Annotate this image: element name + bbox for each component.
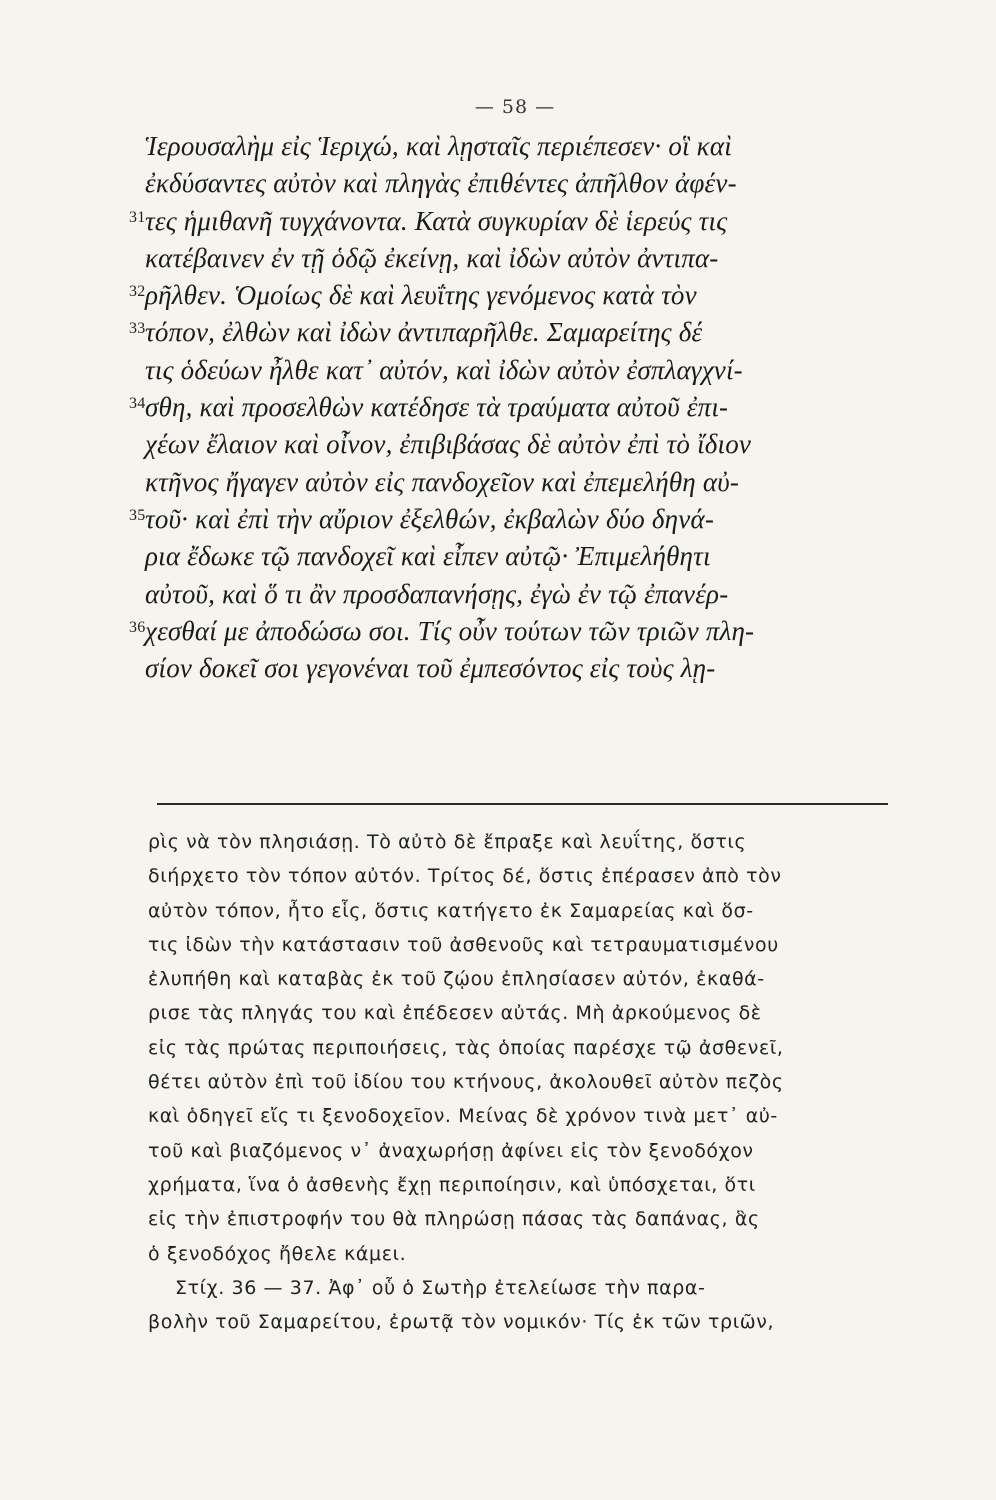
verse-text: ἐκδύσαντες αὐτὸν καὶ πληγὰς ἐπιθέντες ἀπῆλθον ἀφέν- [145, 168, 737, 199]
verse-line [129, 277, 905, 314]
verse-line [129, 613, 905, 650]
verse-text: αὐτοῦ, καὶ ὅ τι ἂν προσδαπανήσῃς, ἐγὼ ἐν τῷ ἐπανέρ- [145, 578, 729, 609]
commentary-line: τοῦ καὶ βιαζόμενος ν᾽ ἀναχωρήσῃ ἀφίνει εἰς τὸν ξενοδόχον [148, 1139, 754, 1162]
verse-number: 31 [129, 208, 146, 226]
verse-text: κατέβαινεν ἐν τῇ ὁδῷ ἐκείνῃ, καὶ ἰδὼν αὐτὸν ἀντιπα- [145, 242, 719, 273]
verse-line [145, 128, 905, 165]
verse-text: ρῆλθεν. Ὁμοίως δὲ καὶ λευΐτης γενόμενος κατὰ τὸν [145, 280, 697, 311]
verse-text: κτῆνος ἤγαγεν αὐτὸν εἰς πανδοχεῖον καὶ ἐπεμελήθη αὐ- [145, 466, 740, 497]
verse-text: σθη, καὶ προσελθὼν κατέδησε τὰ τραύματα αὐτοῦ ἐπι- [145, 392, 729, 423]
verse-line [145, 464, 905, 501]
commentary-line: τις ἰδὼν τὴν κατάστασιν τοῦ ἀσθενοῦς καὶ τετραυματισμένου [148, 933, 779, 956]
commentary-line: θέτει αὐτὸν ἐπὶ τοῦ ἰδίου του κτήνους, ἀκολουθεῖ αὐτὸν πεζὸς [148, 1071, 784, 1094]
verse-line [145, 538, 905, 575]
verse-number: 36 [129, 618, 146, 636]
verse-text: ρια ἔδωκε τῷ πανδοχεῖ καὶ εἶπεν αὐτῷ· Ἐπιμελήθητι [145, 541, 711, 572]
commentary-line: διήρχετο τὸν τόπον αὐτόν. Τρίτος δέ, ὅστις ἐπέρασεν ἀπὸ τὸν [148, 865, 782, 888]
verse-text: τόπον, ἐλθὼν καὶ ἰδὼν ἀντιπαρῆλθε. Σαμαρείτης δέ [145, 317, 703, 348]
commentary-line: αὐτὸν τόπον, ἦτο εἷς, ὅστις κατήγετο ἐκ Σαμαρείας καὶ ὅσ- [148, 899, 754, 922]
verse-line [145, 576, 905, 613]
verse-line [145, 352, 905, 389]
commentary-line: βολὴν τοῦ Σαμαρείτου, ἐρωτᾷ τὸν νομικόν· Τίς ἐκ τῶν τριῶν, [148, 1311, 775, 1334]
verse-line [129, 314, 905, 351]
verse-line [129, 203, 905, 240]
verse-number: 35 [129, 506, 146, 524]
commentary-text [148, 825, 908, 1339]
commentary-line: ὁ ξενοδόχος ἤθελε κάμει. [148, 1242, 407, 1265]
commentary-line: εἰς τὰς πρώτας περιποιήσεις, τὰς ὁποίας παρέσχε τῷ ἀσθενεῖ, [148, 1036, 784, 1059]
verse-line [145, 426, 905, 463]
page-number: — 58 — [474, 96, 556, 118]
verse-text: τοῦ· καὶ ἐπὶ τὴν αὔριον ἐξελθών, ἐκβαλὼν δύο δηνά- [145, 503, 715, 534]
verse-line [129, 389, 905, 426]
verse-line [145, 165, 905, 202]
verse-number: 32 [129, 283, 146, 301]
verse-line [129, 501, 905, 538]
commentary-line: καὶ ὁδηγεῖ εἴς τι ξενοδοχεῖον. Μείνας δὲ χρόνον τινὰ μετ᾽ αὐ- [148, 1105, 778, 1128]
verse-line [145, 240, 905, 277]
commentary-line: ἐλυπήθη καὶ καταβὰς ἐκ τοῦ ζῴου ἐπλησίασεν αὐτόν, ἐκαθά- [148, 968, 765, 991]
footnote-divider [157, 803, 888, 805]
verse-text: χεσθαί με ἀποδώσω σοι. Τίς οὖν τούτων τῶν τριῶν πλη- [145, 615, 755, 646]
commentary-line: ρὶς νὰ τὸν πλησιάσῃ. Τὸ αὐτὸ δὲ ἔπραξε καὶ λευΐτης, ὅστις [148, 831, 747, 853]
verse-text: σίον δοκεῖ σοι γεγονέναι τοῦ ἐμπεσόντος εἰς τοὺς λῃ- [145, 653, 716, 684]
verse-text: τις ὁδεύων ἦλθε κατ᾽ αὐτόν, καὶ ἰδὼν αὐτὸν ἐσπλαγχνί- [145, 354, 743, 385]
verse-number: 33 [129, 320, 146, 338]
commentary-line: εἰς τὴν ἐπιστροφήν του θὰ πληρώσῃ πάσας τὰς δαπάνας, ἃς [148, 1208, 760, 1231]
commentary-line: Στίχ. 36 — 37. Ἀφ᾽ οὗ ὁ Σωτὴρ ἐτελείωσε τὴν παρα- [175, 1276, 706, 1299]
verse-line [145, 650, 905, 687]
verse-text: χέων ἔλαιον καὶ οἶνον, ἐπιβιβάσας δὲ αὐτὸν ἐπὶ τὸ ἴδιον [145, 429, 752, 460]
commentary-line: ρισε τὰς πληγάς του καὶ ἐπέδεσεν αὐτάς. Μὴ ἀρκούμενος δὲ [148, 1002, 762, 1025]
verse-text: τες ἡμιθανῆ τυγχάνοντα. Κατὰ συγκυρίαν δὲ ἱερεύς τις [145, 205, 728, 236]
verse-number: 34 [129, 395, 146, 413]
scripture-text [129, 128, 905, 687]
commentary-line: χρήματα, ἵνα ὁ ἀσθενὴς ἔχῃ περιποίησιν, καὶ ὑπόσχεται, ὅτι [148, 1173, 756, 1196]
verse-text: Ἱερουσαλὴμ εἰς Ἱεριχώ, καὶ λῃσταῖς περιέπεσεν· οἳ καὶ [145, 131, 732, 161]
